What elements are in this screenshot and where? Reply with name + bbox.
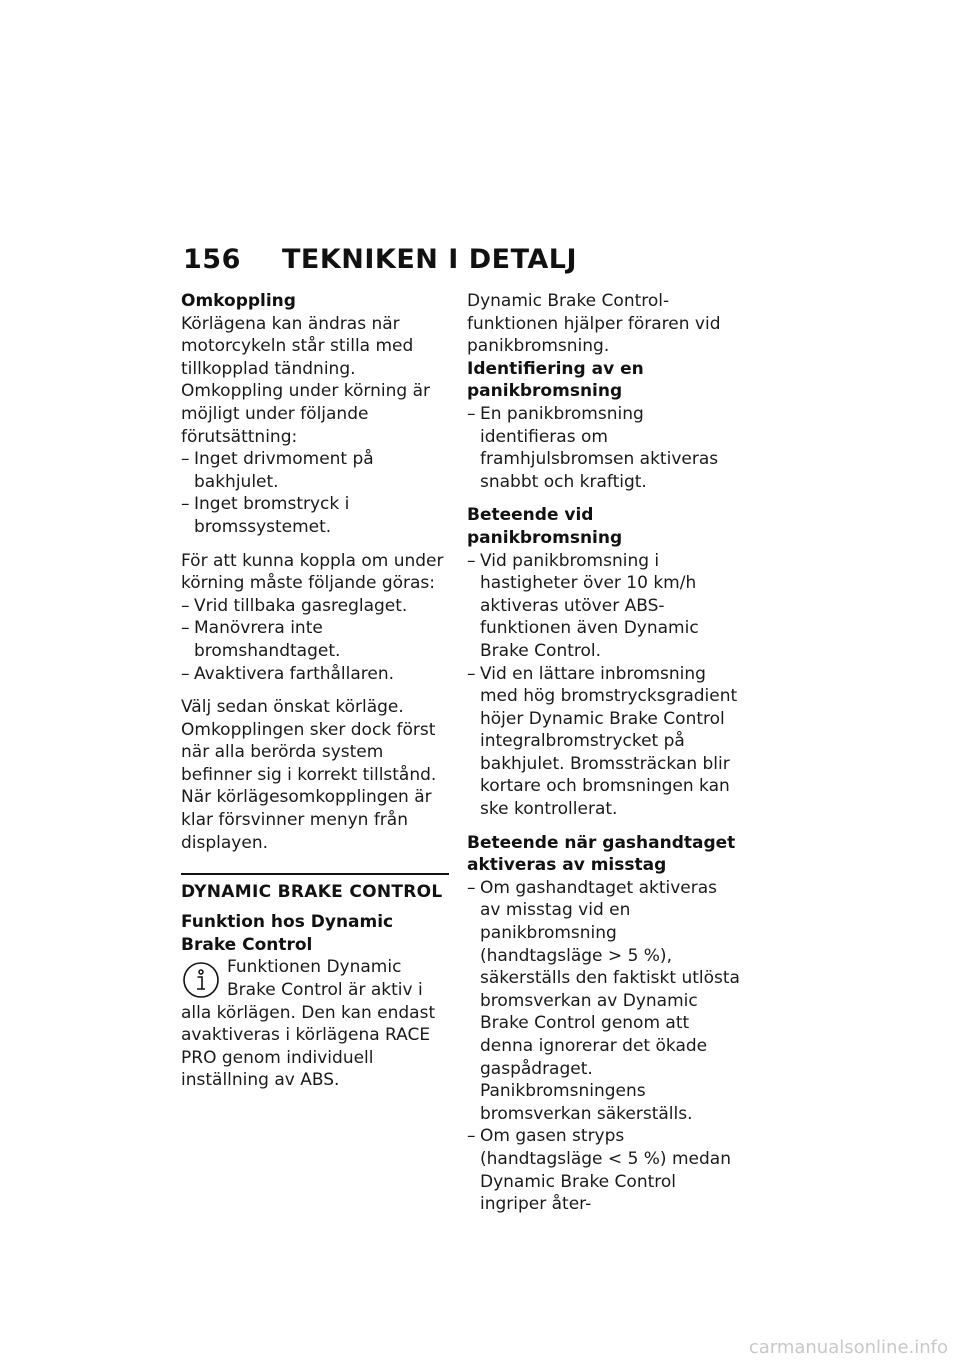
watermark: carmanualsonline.info [748, 1337, 948, 1358]
nar-text: När körlägesomkopplingen är klar försvinner menyn från displayen. [181, 787, 432, 853]
list-item: – Vrid tillbaka gasreglaget. [181, 595, 451, 618]
section-rule [181, 873, 449, 875]
beteende-heading: Beteende vid panikbromsning [467, 505, 623, 548]
list-item: – Avaktivera farthållaren. [181, 663, 451, 686]
intro-text: Dynamic Brake Control-funktionen hjälper föraren vid panikbromsning. [467, 291, 721, 357]
andra-list [181, 595, 451, 685]
list-item: – Vid en lättare inbromsning med hög bromstrycksgradient höjer Dynamic Brake Control integralbromstrycket på bakhjulet. Bromssträckan blir kortare och bromsningen kan ske kontrollerat. [467, 663, 742, 821]
omkoppling-heading: Omkoppling [181, 291, 296, 311]
right-column [467, 290, 742, 1216]
list-item: – Om gashandtaget aktiveras av misstag vid en panikbromsning (handtagsläge > 5 %), säkerställs den faktiskt utlösta bromsverkan av Dynamic Brake Control genom att denna ignorerar det ökade gaspådraget. Panikbromsningens bromsverkan säkerställs. [467, 877, 742, 1126]
valj-text: Välj sedan önskat körläge. Omkopplingen sker dock först när alla berörda system befinner sig i korrekt tillstånd. [181, 697, 437, 785]
info-icon [181, 960, 221, 1000]
section-title: DYNAMIC BRAKE CONTROL [181, 882, 443, 903]
gas-heading: Beteende när gashandtaget aktiveras av misstag [467, 832, 736, 876]
andra-text: För att kunna koppla om under körning måste följande göras: [181, 550, 444, 594]
info-note [181, 956, 451, 1092]
funktion-heading: Funktion hos Dynamic Brake Control [181, 912, 394, 955]
page-header [183, 244, 577, 275]
ident-heading: Identifiering av en panikbromsning [467, 358, 644, 402]
list-item: – Inget drivmoment på bakhjulet. [181, 448, 451, 493]
list-item: – Inget bromstryck i bromssystemet. [181, 493, 451, 538]
chapter-title: TEKNIKEN I DETALJ [282, 244, 578, 275]
beteende-list [467, 550, 742, 821]
omkoppling-list [181, 448, 451, 538]
note-text: Funktionen Dynamic Brake Control är aktiv i alla körlägen. Den kan endast avaktiveras i körlägena RACE PRO genom individuell inställning av ABS. [181, 957, 436, 1091]
omkoppling-text: Körlägena kan ändras när motorcykeln står stilla med tillkopplad tändning. Omkoppling under körning är möjligt under följande förutsättning: [181, 313, 430, 447]
list-item: – Vid panikbromsning i hastigheter över 10 km/h aktiveras utöver ABS-funktionen även Dynamic Brake Control. [467, 550, 742, 663]
list-item: – Manövrera inte bromshandtaget. [181, 617, 451, 662]
list-item: – En panikbromsning identifieras om framhjulsbromsen aktiveras snabbt och kraftigt. [467, 403, 742, 493]
page-number: 156 [183, 244, 241, 275]
gas-list [467, 877, 742, 1216]
list-item: – Om gasen stryps (handtagsläge < 5 %) medan Dynamic Brake Control ingriper åter- [467, 1125, 742, 1215]
ident-list [467, 403, 742, 493]
left-column [181, 290, 451, 1092]
